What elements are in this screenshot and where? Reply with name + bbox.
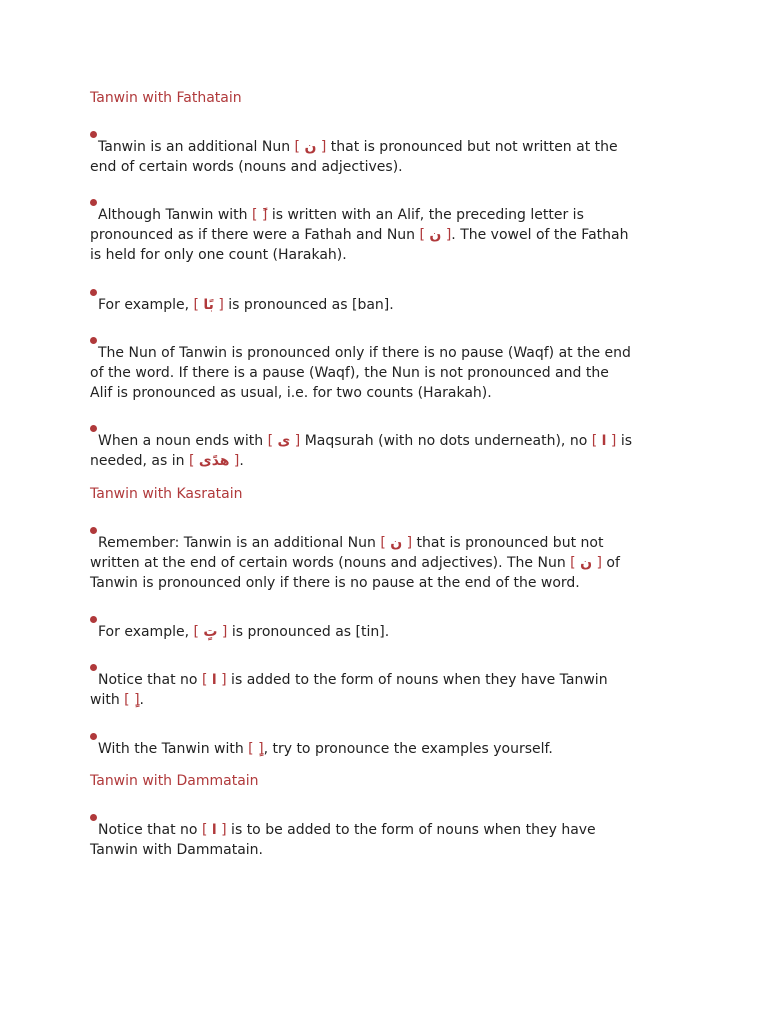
item-line: of the word. If there is a pause (Waqf), the Nun is not pronounced and the bbox=[90, 365, 609, 381]
list-item bbox=[90, 622, 680, 642]
bullet-icon bbox=[90, 131, 97, 138]
item-text: is to be added to the form of nouns when they have bbox=[226, 822, 596, 838]
item-line bbox=[90, 431, 680, 451]
list-item bbox=[90, 431, 680, 471]
item-text: . bbox=[139, 692, 144, 708]
item-line bbox=[90, 690, 680, 710]
list-item bbox=[90, 739, 680, 759]
item-text: that is pronounced but not written at the bbox=[326, 139, 618, 155]
item-text: . bbox=[239, 453, 244, 469]
bracket-open: [ bbox=[193, 297, 204, 313]
bracket-open: [ bbox=[193, 624, 204, 640]
item-line: Tanwin with Dammatain. bbox=[90, 842, 263, 858]
bullet-icon bbox=[90, 814, 97, 821]
bracket-open: [ bbox=[124, 692, 135, 708]
item-text: When a noun ends with bbox=[98, 433, 268, 449]
item-text: with bbox=[90, 692, 125, 708]
list-item bbox=[90, 670, 680, 710]
item-text: that is pronounced but not bbox=[412, 535, 604, 551]
item-line: Alif is pronounced as usual, i.e. for two counts (Harakah). bbox=[90, 385, 492, 401]
bullet-icon bbox=[90, 289, 97, 296]
bracket-open: [ bbox=[267, 433, 278, 449]
arabic-letter: ن bbox=[580, 555, 593, 571]
bracket-close: ] bbox=[217, 624, 228, 640]
bullet-icon bbox=[90, 425, 97, 432]
bullet-icon bbox=[90, 664, 97, 671]
bracket-close: ] bbox=[261, 207, 268, 223]
item-text: is pronounced as [tin]. bbox=[227, 624, 390, 640]
item-line bbox=[90, 739, 680, 759]
item-text: of bbox=[601, 555, 620, 571]
item-line: Tanwin is pronounced only if there is no pause at the end of the word. bbox=[90, 575, 580, 591]
arabic-letter: ن bbox=[429, 227, 442, 243]
arabic-letter: ا bbox=[211, 822, 217, 838]
bracket-open: [ bbox=[570, 555, 581, 571]
list-item bbox=[90, 295, 680, 315]
item-line bbox=[90, 205, 680, 225]
bracket-close: ] bbox=[290, 433, 301, 449]
section-heading-kasratain: Tanwin with Kasratain bbox=[90, 486, 243, 502]
item-text: Although Tanwin with bbox=[98, 207, 252, 223]
item-text: . The vowel of the Fathah bbox=[451, 227, 629, 243]
arabic-word: هدًى bbox=[198, 453, 230, 469]
item-line bbox=[90, 137, 680, 157]
item-text: Maqsurah (with no dots underneath), no bbox=[300, 433, 592, 449]
bullet-icon bbox=[90, 527, 97, 534]
bracket-open: [ bbox=[294, 139, 305, 155]
item-line: is held for only one count (Harakah). bbox=[90, 247, 347, 263]
bracket-close: ] bbox=[216, 822, 227, 838]
item-text: , try to pronounce the examples yourself. bbox=[263, 741, 553, 757]
bracket-open: [ bbox=[419, 227, 430, 243]
bullet-icon bbox=[90, 199, 97, 206]
item-text: is written with an Alif, the preceding letter is bbox=[267, 207, 584, 223]
bracket-close: ] bbox=[402, 535, 413, 551]
bracket-close: ] bbox=[258, 741, 264, 757]
item-line bbox=[90, 295, 680, 315]
section-heading-fathatain: Tanwin with Fathatain bbox=[90, 90, 242, 106]
item-line bbox=[90, 533, 680, 553]
section-heading-dammatain: Tanwin with Dammatain bbox=[90, 773, 259, 789]
arabic-letter: تٍ bbox=[203, 624, 218, 640]
bracket-open: [ bbox=[201, 672, 212, 688]
item-line: end of certain words (nouns and adjectives). bbox=[90, 159, 403, 175]
item-text: With the Tanwin with bbox=[98, 741, 249, 757]
item-line bbox=[90, 225, 680, 245]
item-text: For example, bbox=[98, 624, 194, 640]
item-text: Notice that no bbox=[98, 822, 202, 838]
bullet-icon bbox=[90, 733, 97, 740]
bracket-close: ] bbox=[606, 433, 617, 449]
item-text: Notice that no bbox=[98, 672, 202, 688]
item-text: needed, as in bbox=[90, 453, 189, 469]
arabic-letter: ن bbox=[390, 535, 403, 551]
bracket-open: [ bbox=[591, 433, 602, 449]
bracket-close: ] bbox=[216, 672, 227, 688]
item-line: The Nun of Tanwin is pronounced only if there is no pause (Waqf) at the end bbox=[98, 345, 631, 361]
bracket-close: ] bbox=[316, 139, 327, 155]
bracket-close: ] bbox=[229, 453, 240, 469]
item-text: For example, bbox=[98, 297, 194, 313]
list-item bbox=[90, 820, 680, 860]
bracket-close: ] bbox=[134, 692, 140, 708]
list-item bbox=[90, 343, 680, 403]
bracket-close: ] bbox=[592, 555, 602, 571]
bracket-close: ] bbox=[441, 227, 452, 243]
arabic-letter: ن bbox=[304, 139, 317, 155]
arabic-letter: ا bbox=[601, 433, 607, 449]
bullet-icon bbox=[90, 616, 97, 623]
bracket-open: [ bbox=[251, 207, 262, 223]
arabic-letter: ا bbox=[211, 672, 217, 688]
list-item bbox=[90, 137, 680, 177]
bullet-icon bbox=[90, 337, 97, 344]
item-text: is pronounced as [ban]. bbox=[223, 297, 394, 313]
item-line bbox=[90, 820, 680, 840]
bracket-open: [ bbox=[188, 453, 199, 469]
item-text: Tanwin is an additional Nun bbox=[98, 139, 295, 155]
arabic-letter: بًا bbox=[203, 297, 214, 313]
item-text: pronounced as if there were a Fathah and Nun bbox=[90, 227, 420, 243]
list-item bbox=[90, 205, 680, 265]
item-text: written at the end of certain words (nouns and adjectives). The Nun bbox=[90, 555, 571, 571]
bracket-open: [ bbox=[248, 741, 259, 757]
bracket-open: [ bbox=[380, 535, 391, 551]
item-text: Remember: Tanwin is an additional Nun bbox=[98, 535, 381, 551]
item-line bbox=[90, 553, 680, 573]
item-line bbox=[90, 451, 680, 471]
item-line bbox=[90, 670, 680, 690]
bracket-close: ] bbox=[213, 297, 224, 313]
item-text: is added to the form of nouns when they have Tanwin bbox=[226, 672, 608, 688]
list-item bbox=[90, 533, 680, 593]
item-line bbox=[90, 622, 680, 642]
bracket-open: [ bbox=[201, 822, 212, 838]
item-text: is bbox=[616, 433, 633, 449]
arabic-letter: ى bbox=[277, 433, 291, 449]
